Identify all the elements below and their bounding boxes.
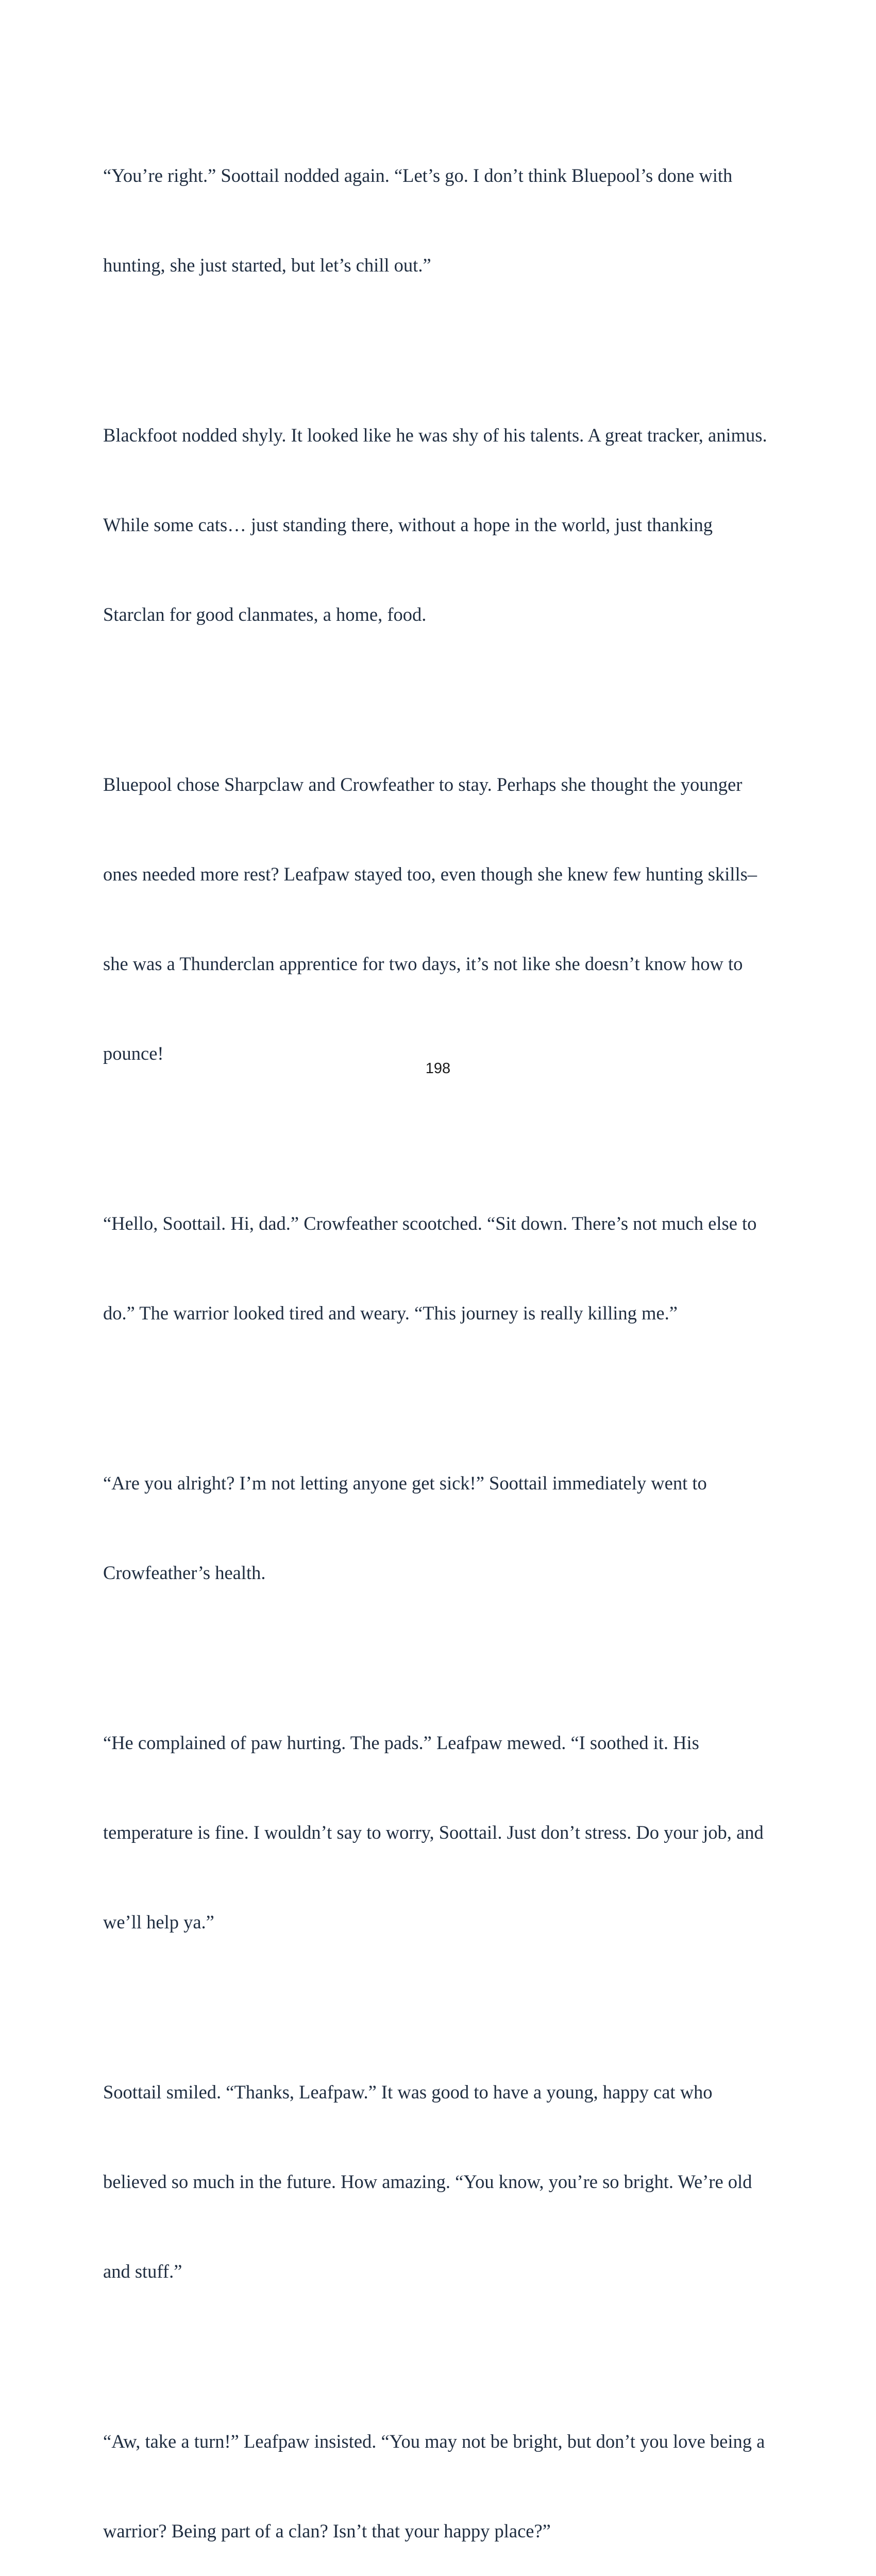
paragraph <box>103 1668 773 1997</box>
text-line: and stuff.” <box>103 2261 182 2282</box>
text-line: Soottail smiled. “Thanks, Leafpaw.” It was good to have a young, happy cat who <box>103 2081 713 2103</box>
text-line: hunting, she just started, but let’s chill out.” <box>103 255 431 276</box>
text-line: While some cats… just standing there, without a hope in the world, just thanking <box>103 514 713 535</box>
text-line: “You’re right.” Soottail nodded again. “Let’s go. I don’t think Bluepool’s done with <box>103 165 733 186</box>
text-line: “Aw, take a turn!” Leafpaw insisted. “You may not be bright, but don’t you love being a <box>103 2431 765 2452</box>
paragraph <box>103 2018 773 2346</box>
text-line: believed so much in the future. How amazing. “You know, you’re so bright. We’re old <box>103 2171 752 2192</box>
paragraph <box>103 1149 773 1388</box>
text-line: warrior? Being part of a clan? Isn’t that your happy place?” <box>103 2520 551 2541</box>
text-line: “He complained of paw hurting. The pads.” Leafpaw mewed. “I soothed it. His <box>103 1732 699 1753</box>
text-line: Crowfeather’s health. <box>103 1562 266 1583</box>
paragraph <box>103 2367 773 2576</box>
paragraph <box>103 101 773 340</box>
paragraph <box>103 361 773 689</box>
text-line: pounce! <box>103 1043 164 1064</box>
text-line: temperature is fine. I wouldn’t say to worry, Soottail. Just don’t stress. Do your job, and <box>103 1822 764 1843</box>
text-line: we’ll help ya.” <box>103 1911 214 1933</box>
body-text <box>103 101 773 2576</box>
text-line: Starclan for good clanmates, a home, food. <box>103 604 427 625</box>
page-number: 198 <box>425 1060 451 1077</box>
text-line: she was a Thunderclan apprentice for two days, it’s not like she doesn’t know how to <box>103 953 743 974</box>
text-line: Bluepool chose Sharpclaw and Crowfeather to stay. Perhaps she thought the younger <box>103 774 743 795</box>
text-line: do.” The warrior looked tired and weary. “This journey is really killing me.” <box>103 1302 678 1324</box>
paragraph <box>103 1409 773 1648</box>
text-line: “Hello, Soottail. Hi, dad.” Crowfeather scootched. “Sit down. There’s not much else to <box>103 1213 757 1234</box>
text-line: “Are you alright? I’m not letting anyone get sick!” Soottail immediately went to <box>103 1472 707 1494</box>
text-line: Blackfoot nodded shyly. It looked like he was shy of his talents. A great tracker, animus. <box>103 425 767 446</box>
text-line: ones needed more rest? Leafpaw stayed too, even though she knew few hunting skills– <box>103 863 757 885</box>
